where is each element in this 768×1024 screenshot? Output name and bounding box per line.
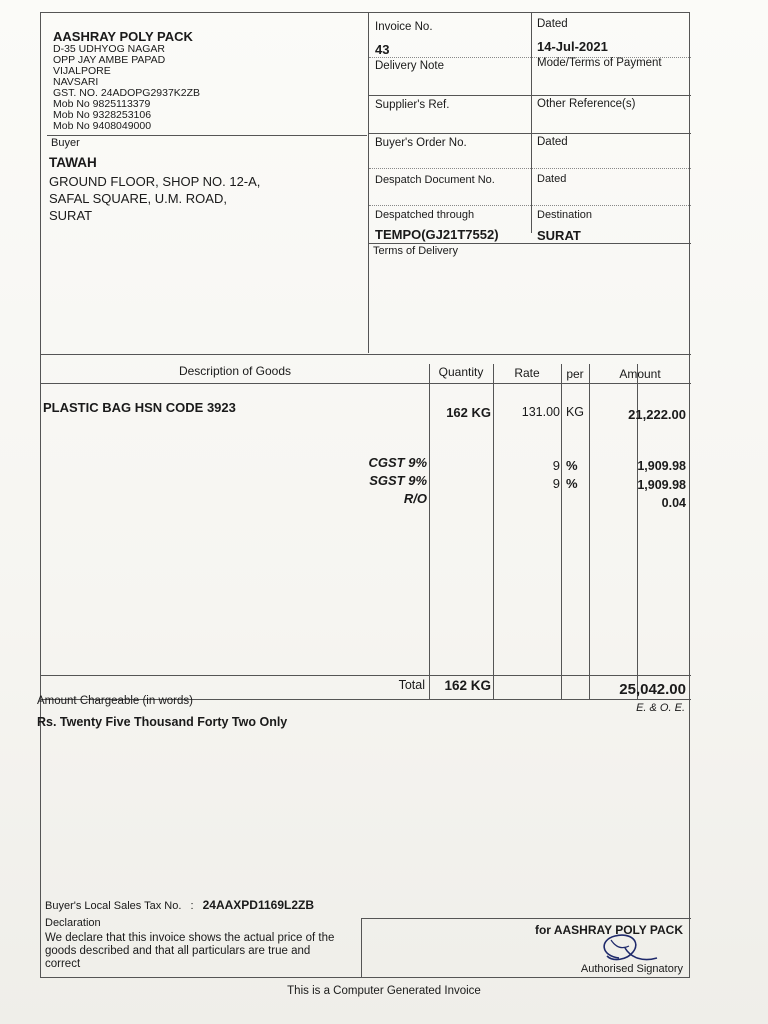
buyers-order-dated-label: Dated xyxy=(537,136,568,148)
despatched-through-value: TEMPO(GJ21T7552) xyxy=(375,227,499,242)
tax-cgst-per: % xyxy=(566,458,578,473)
buyer-address-line: SAFAL SQUARE, U.M. ROAD, xyxy=(49,191,227,206)
buyer-address-line: GROUND FLOOR, SHOP NO. 12-A, xyxy=(49,174,261,189)
item-description: PLASTIC BAG HSN CODE 3923 xyxy=(43,400,236,415)
seller-mobile-line: Mob No 9825113379 xyxy=(53,98,151,110)
tax-cgst-amount: 1,909.98 xyxy=(637,459,686,473)
tax-ro-name: R/O xyxy=(403,491,427,506)
dated-label: Dated xyxy=(537,18,568,30)
amount-words-label: Amount Chargeable (in words) xyxy=(37,695,193,707)
tax-sgst-rate: 9 xyxy=(552,476,560,491)
declaration-label: Declaration xyxy=(45,917,101,929)
tax-cgst-rate: 9 xyxy=(552,458,560,473)
item-quantity: 162 KG xyxy=(446,405,491,420)
seller-name: AASHRAY POLY PACK xyxy=(53,29,193,44)
seller-address-line: OPP JAY AMBE PAPAD xyxy=(53,54,166,66)
col-header-description: Description of Goods xyxy=(178,364,292,378)
seller-address-line: D-35 UDHYOG NAGAR xyxy=(53,43,166,55)
col-header-amount: Amount xyxy=(619,367,661,381)
divider xyxy=(47,135,367,136)
seller-address xyxy=(53,44,200,132)
divider xyxy=(361,918,691,919)
despatch-doc-label: Despatch Document No. xyxy=(375,174,495,186)
seller-gst-line: GST. NO. 24ADOPG2937K2ZB xyxy=(53,87,201,99)
divider xyxy=(369,205,691,206)
tax-sgst-amount: 1,909.98 xyxy=(637,478,686,492)
tax-sgst-name: SGST 9% xyxy=(369,473,427,488)
tax-no-label: Buyer's Local Sales Tax No. xyxy=(45,900,182,912)
authorised-signatory: Authorised Signatory xyxy=(580,963,683,975)
item-amount: 21,222.00 xyxy=(628,407,686,422)
tax-no-row xyxy=(45,898,314,912)
item-per: KG xyxy=(565,405,585,419)
footer-note: This is a Computer Generated Invoice xyxy=(287,985,481,997)
tax-no-value: 24AAXPD1169L2ZB xyxy=(202,898,314,912)
amount-in-words: Rs. Twenty Five Thousand Forty Two Only xyxy=(37,715,288,729)
destination-label: Destination xyxy=(537,209,593,221)
divider xyxy=(368,13,369,353)
seller-address-line: NAVSARI xyxy=(53,76,99,88)
seller-mobile-line: Mob No 9408049000 xyxy=(53,120,152,132)
delivery-note-label: Delivery Note xyxy=(375,60,445,72)
tax-cgst-name: CGST 9% xyxy=(368,455,427,470)
terms-of-delivery-label: Terms of Delivery xyxy=(373,245,458,257)
col-header-quantity: Quantity xyxy=(438,365,484,379)
divider xyxy=(531,13,532,233)
total-amount: 25,042.00 xyxy=(619,681,686,698)
invoice-no-label: Invoice No. xyxy=(375,21,433,33)
buyer-address xyxy=(49,173,260,224)
other-ref-label: Other Reference(s) xyxy=(537,98,636,110)
divider xyxy=(41,354,691,355)
declaration-line: We declare that this invoice shows the actual price of the xyxy=(45,932,335,944)
destination-value: SURAT xyxy=(537,228,581,243)
divider xyxy=(369,243,691,244)
seller-mobile-line: Mob No 9328253106 xyxy=(53,109,152,121)
buyer-label: Buyer xyxy=(51,137,80,149)
divider xyxy=(41,675,691,676)
item-rate: 131.00 xyxy=(521,405,560,419)
total-quantity: 162 KG xyxy=(444,678,491,693)
for-company: for AASHRAY POLY PACK xyxy=(534,923,683,937)
divider xyxy=(369,95,691,96)
col-header-rate: Rate xyxy=(514,366,540,380)
tax-no-separator: : xyxy=(190,900,194,912)
declaration-line: goods described and that all particulars are true and xyxy=(45,945,311,957)
declaration-line: correct xyxy=(45,958,81,970)
eoe-label: E. & O. E. xyxy=(636,702,685,714)
despatched-through-label: Despatched through xyxy=(375,209,475,221)
dated-value: 14-Jul-2021 xyxy=(537,39,608,54)
declaration-text xyxy=(45,932,334,971)
buyer-address-line: SURAT xyxy=(49,208,93,223)
col-header-per: per xyxy=(566,367,584,381)
divider xyxy=(361,918,362,978)
divider xyxy=(41,383,691,384)
divider xyxy=(369,168,691,169)
despatch-doc-dated-label: Dated xyxy=(537,173,567,185)
divider xyxy=(369,133,691,134)
seller-address-line: VIJALPORE xyxy=(53,65,111,77)
invoice-no: 43 xyxy=(375,42,390,57)
suppliers-ref-label: Supplier's Ref. xyxy=(375,99,450,111)
tax-sgst-per: % xyxy=(566,476,578,491)
total-label: Total xyxy=(398,678,425,692)
buyer-name: TAWAH xyxy=(49,155,97,170)
invoice-frame xyxy=(37,12,690,978)
mode-terms-label: Mode/Terms of Payment xyxy=(537,57,662,69)
buyers-order-label: Buyer's Order No. xyxy=(375,137,467,149)
tax-ro-amount: 0.04 xyxy=(661,496,686,510)
